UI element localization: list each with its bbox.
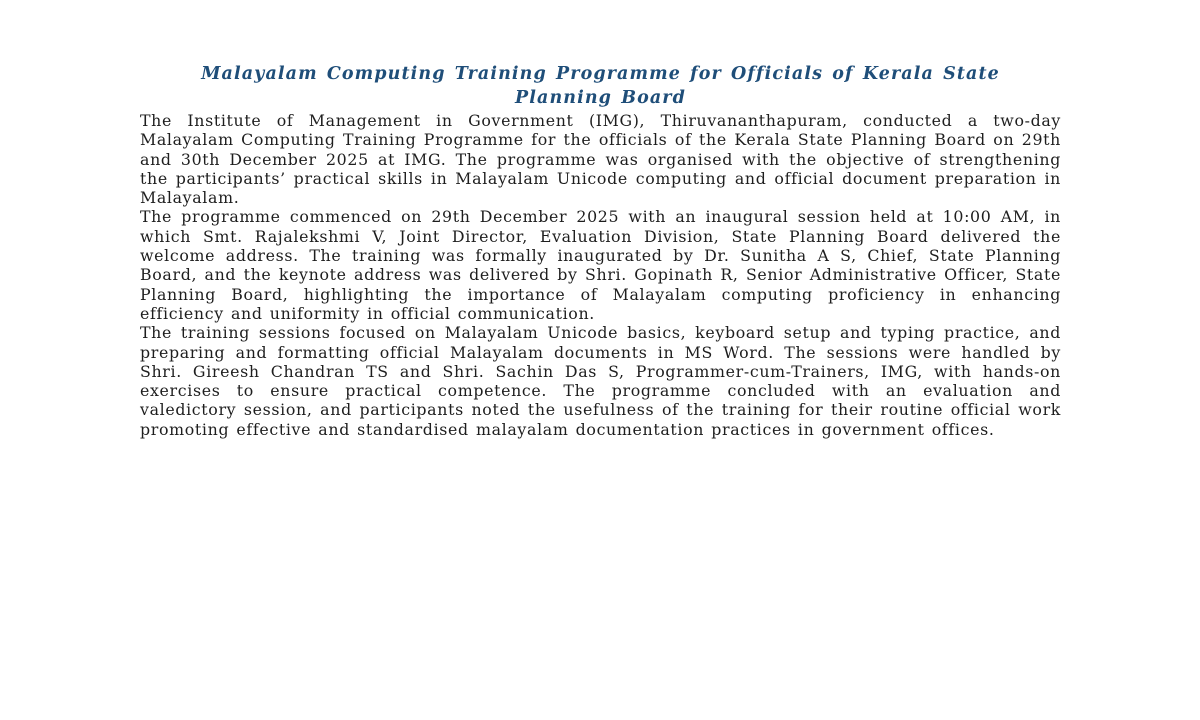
paragraph-introduction: The Institute of Management in Government (IMG), Thiruvananthapuram, conducted a two-day Malayalam Computing Training Programme for the officials of the Kerala State Planning Board on 29th and 30th December 2025 at IMG. The programme was organised with the objective of strengthening the participants’ practical skills in Malayalam Unicode computing and official document preparation in Malayalam. [140, 111, 1061, 208]
document-text-block [140, 62, 1061, 439]
paragraph-inaugural-session: The programme commenced on 29th December 2025 with an inaugural session held at 10:00 AM, in which Smt. Rajalekshmi V, Joint Director, Evaluation Division, State Planning Board delivered the welcome address. The training was formally inaugurated by Dr. Sunitha A S, Chief, State Planning Board, and the keynote address was delivered by Shri. Gopinath R, Senior Administrative Officer, State Planning Board, highlighting the importance of Malayalam computing proficiency in enhancing efficiency and uniformity in official communication. [140, 207, 1061, 323]
document-title-line-2: Planning Board [515, 88, 686, 108]
paragraph-training-sessions: The training sessions focused on Malayalam Unicode basics, keyboard setup and typing practice, and preparing and formatting official Malayalam documents in MS Word. The sessions were handled by Shri. Gireesh Chandran TS and Shri. Sachin Das S, Programmer-cum-Trainers, IMG, with hands-on exercises to ensure practical competence. The programme concluded with an evaluation and valedictory session, and participants noted the usefulness of the training for their routine official work promoting effective and standardised malayalam documentation practices in government offices. [140, 323, 1061, 439]
document-title-line-1: Malayalam Computing Training Programme for Officials of Kerala State [201, 64, 1000, 84]
document-title [140, 62, 1061, 110]
